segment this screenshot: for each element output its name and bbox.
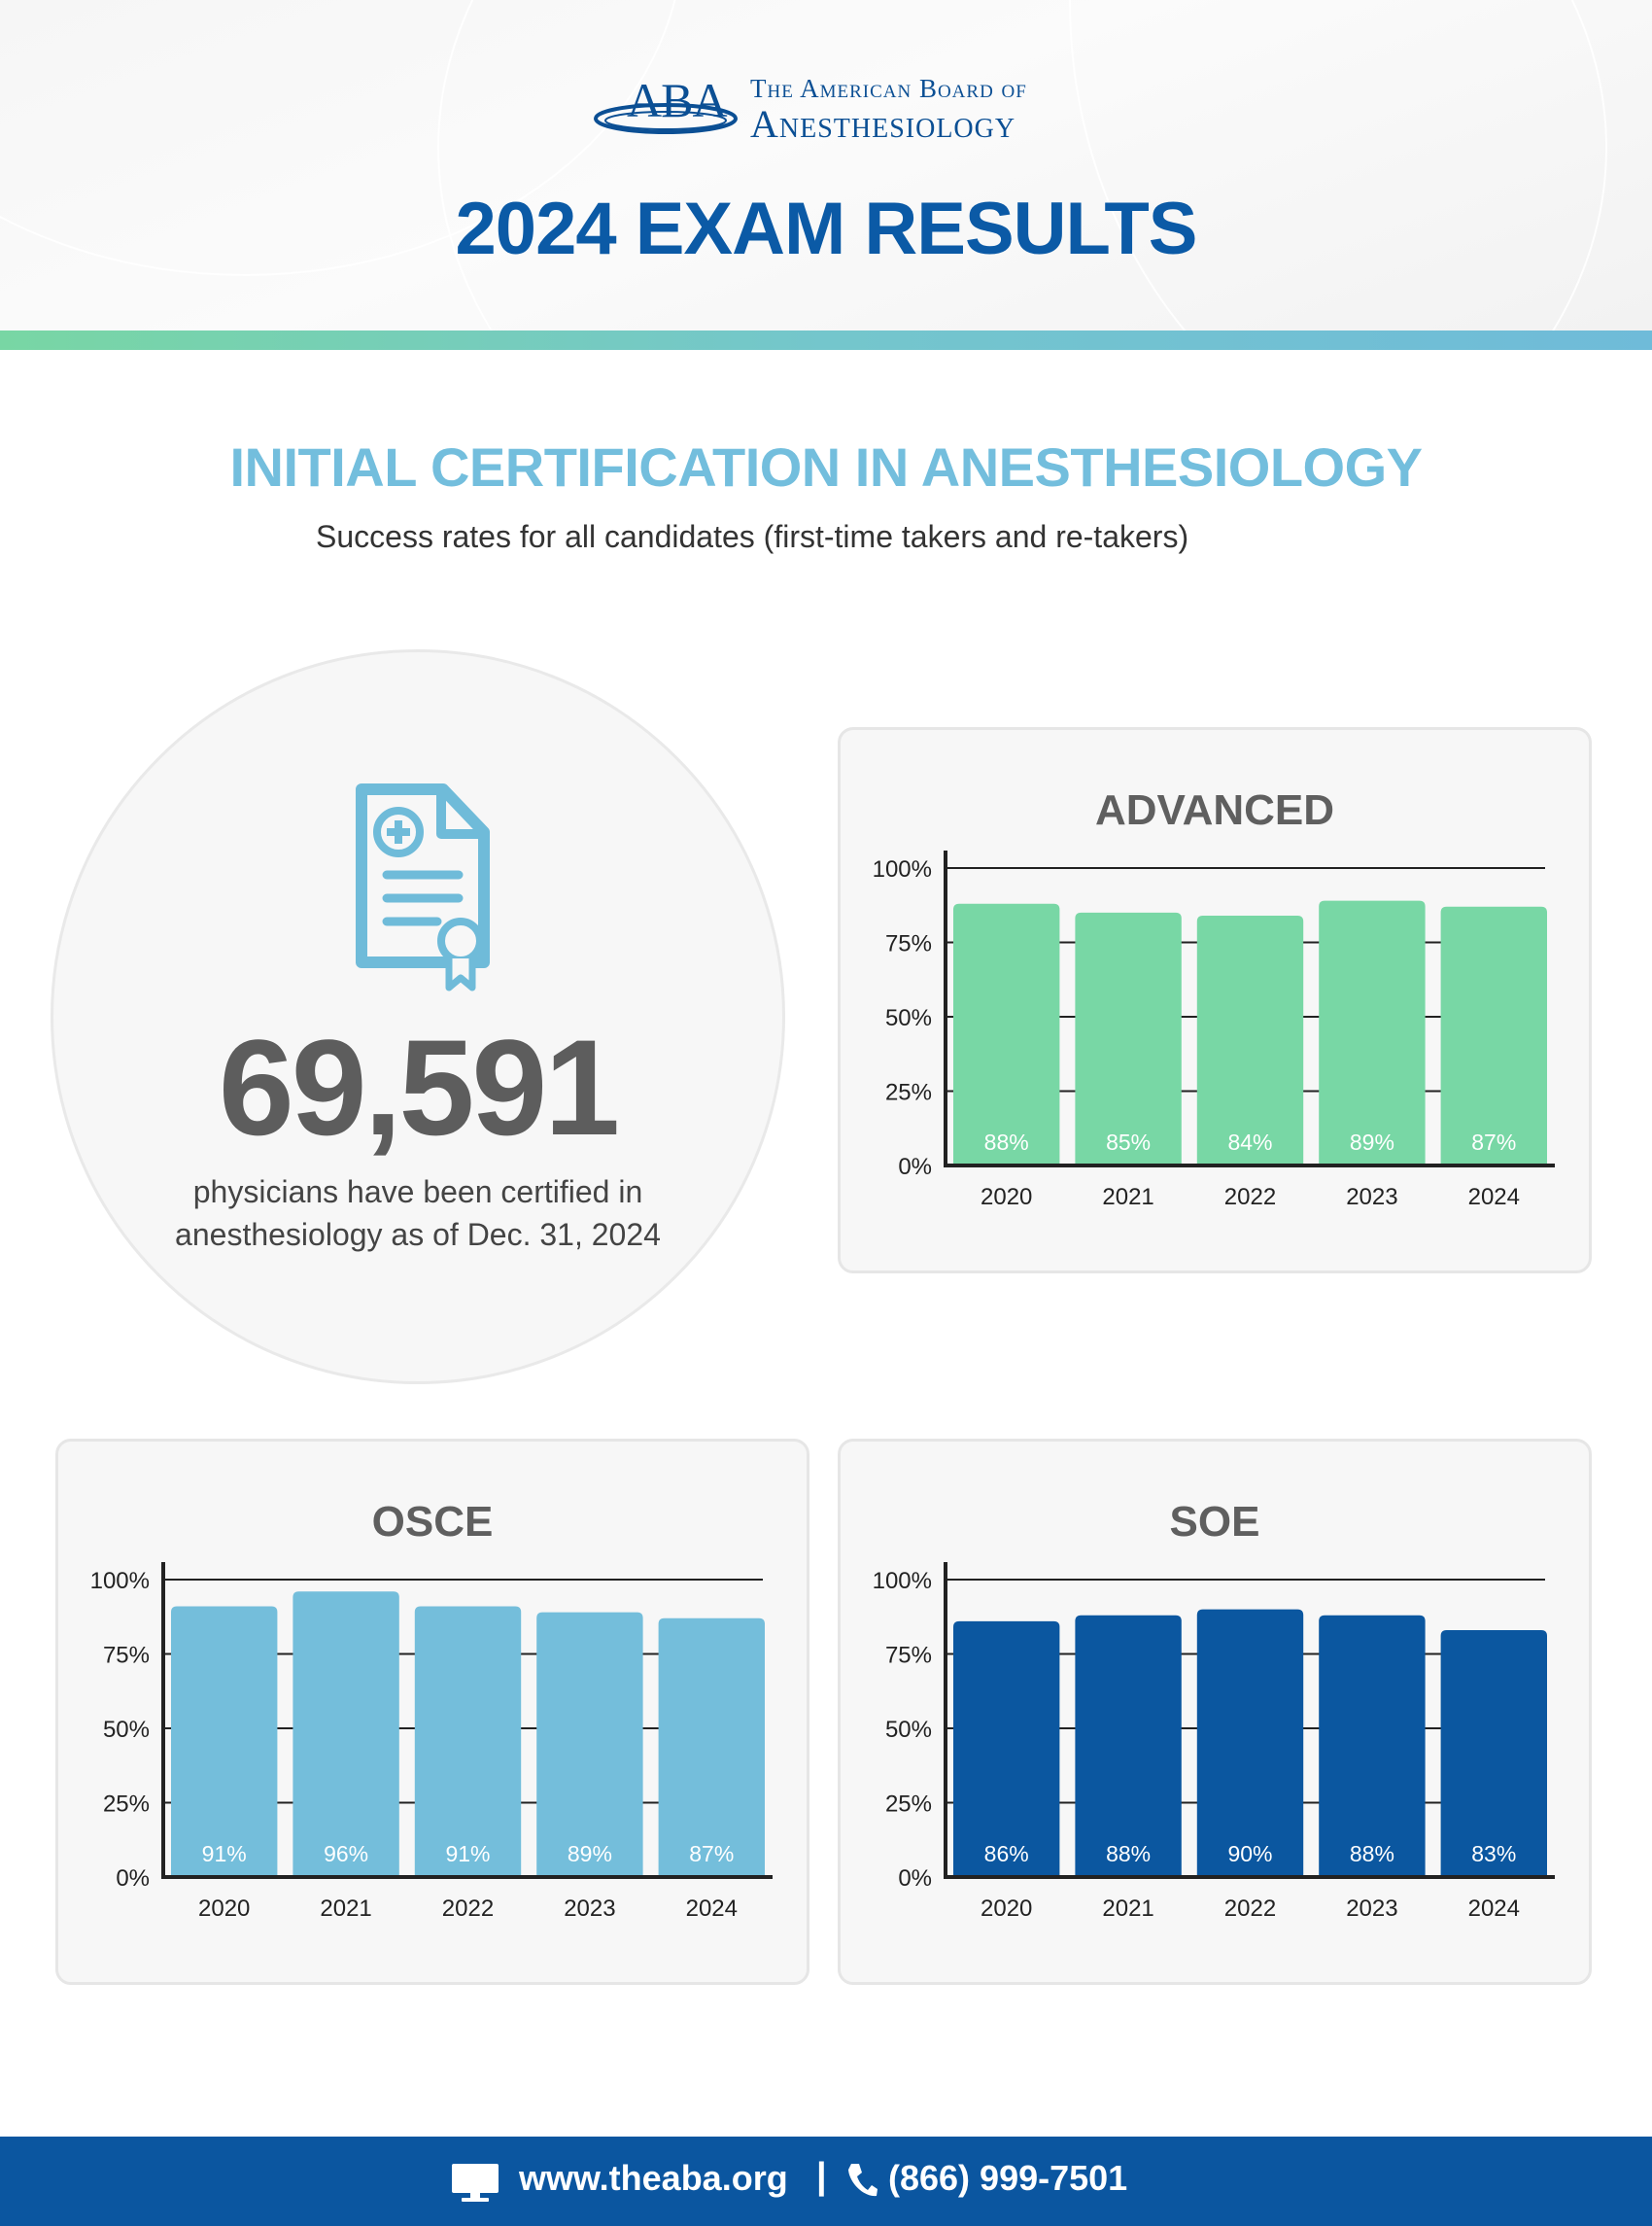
soe-bar-2023 xyxy=(1319,1616,1425,1877)
osce-y-tick-label: 75% xyxy=(102,1642,150,1669)
soe-y-tick-label: 75% xyxy=(884,1642,932,1669)
advanced-chart xyxy=(841,730,1595,1276)
osce-x-tick-label: 2024 xyxy=(685,1896,738,1922)
soe-chart-title: SOE xyxy=(1169,1498,1260,1546)
osce-chart-title: OSCE xyxy=(371,1498,494,1546)
advanced-bar-label: 89% xyxy=(1349,1130,1394,1155)
advanced-chart-panel xyxy=(838,727,1592,1273)
header-banner xyxy=(0,0,1652,330)
soe-chart-panel xyxy=(838,1439,1592,1985)
divider-bar xyxy=(0,330,1652,350)
osce-bar-2024 xyxy=(659,1618,765,1877)
stat-caption xyxy=(51,1170,785,1256)
osce-bar-label: 96% xyxy=(324,1841,369,1866)
soe-x-tick-label: 2024 xyxy=(1467,1896,1520,1922)
section-title: INITIAL CERTIFICATION IN ANESTHESIOLOGY xyxy=(229,436,1423,498)
osce-bar-label: 91% xyxy=(201,1841,247,1866)
section-subtitle: Success rates for all candidates (first-time takers and re-takers) xyxy=(316,519,1189,554)
advanced-bar-2023 xyxy=(1319,901,1425,1165)
page-title: 2024 EXAM RESULTS xyxy=(455,188,1197,270)
osce-y-tick-label: 0% xyxy=(116,1865,150,1892)
soe-chart xyxy=(841,1442,1595,1988)
advanced-y-tick-label: 50% xyxy=(884,1005,932,1031)
osce-chart-panel xyxy=(55,1439,809,1985)
soe-bar-label: 88% xyxy=(1106,1841,1152,1866)
footer-separator: | xyxy=(816,2156,827,2197)
advanced-bar-2024 xyxy=(1441,907,1547,1165)
soe-bar-2022 xyxy=(1197,1610,1303,1877)
aba-logo xyxy=(593,68,1118,146)
osce-bar-label: 89% xyxy=(567,1841,612,1866)
certificate-icon xyxy=(344,778,499,991)
soe-bar-label: 90% xyxy=(1227,1841,1273,1866)
advanced-bar-2022 xyxy=(1197,916,1303,1165)
osce-x-tick-label: 2023 xyxy=(564,1896,616,1922)
logo-line-1: The American Board of xyxy=(750,74,1027,103)
soe-y-tick-label: 50% xyxy=(884,1717,932,1743)
osce-x-tick-label: 2021 xyxy=(320,1896,372,1922)
soe-y-tick-label: 0% xyxy=(898,1865,932,1892)
osce-x-tick-label: 2022 xyxy=(441,1896,495,1922)
advanced-x-tick-label: 2020 xyxy=(981,1184,1033,1210)
advanced-bar-label: 85% xyxy=(1106,1130,1152,1155)
stat-caption-line-2: anesthesiology as of Dec. 31, 2024 xyxy=(175,1217,661,1252)
stat-caption-line-1: physicians have been certified in xyxy=(192,1174,643,1209)
advanced-bar-2020 xyxy=(953,904,1059,1165)
osce-y-tick-label: 50% xyxy=(102,1717,150,1743)
advanced-x-tick-label: 2021 xyxy=(1102,1184,1154,1210)
osce-bar-label: 87% xyxy=(689,1841,735,1866)
advanced-x-tick-label: 2022 xyxy=(1223,1184,1277,1210)
advanced-y-tick-label: 100% xyxy=(872,856,932,883)
soe-x-tick-label: 2020 xyxy=(981,1896,1033,1922)
advanced-bar-label: 88% xyxy=(983,1130,1029,1155)
advanced-bar-label: 84% xyxy=(1227,1130,1273,1155)
osce-bar-2021 xyxy=(293,1591,398,1877)
website-link[interactable]: www.theaba.org xyxy=(519,2158,788,2198)
osce-bar-2022 xyxy=(415,1607,521,1877)
advanced-x-tick-label: 2024 xyxy=(1467,1184,1520,1210)
logo-abbreviation: ABA xyxy=(627,73,727,127)
osce-y-tick-label: 100% xyxy=(89,1568,150,1594)
osce-chart xyxy=(58,1442,812,1988)
osce-bar-2020 xyxy=(171,1607,277,1877)
advanced-x-tick-label: 2023 xyxy=(1346,1184,1398,1210)
soe-bar-label: 86% xyxy=(983,1841,1029,1866)
soe-bar-label: 88% xyxy=(1349,1841,1394,1866)
advanced-y-tick-label: 0% xyxy=(898,1154,932,1180)
soe-x-tick-label: 2023 xyxy=(1346,1896,1398,1922)
osce-y-tick-label: 25% xyxy=(102,1791,150,1818)
soe-y-tick-label: 25% xyxy=(884,1791,932,1818)
advanced-y-tick-label: 25% xyxy=(884,1079,932,1106)
advanced-bar-label: 87% xyxy=(1471,1130,1517,1155)
soe-x-tick-label: 2022 xyxy=(1223,1896,1277,1922)
phone-number[interactable]: (866) 999-7501 xyxy=(888,2158,1128,2198)
certified-count: 69,591 xyxy=(218,1011,618,1164)
logo-line-2: Anesthesiology xyxy=(750,102,1016,146)
advanced-chart-title: ADVANCED xyxy=(1094,786,1335,834)
osce-bar-2023 xyxy=(536,1613,642,1877)
osce-bar-label: 91% xyxy=(445,1841,491,1866)
soe-bar-2021 xyxy=(1075,1616,1181,1877)
monitor-icon xyxy=(450,2162,500,2203)
advanced-bar-2021 xyxy=(1075,913,1181,1165)
soe-bar-2024 xyxy=(1441,1630,1547,1877)
soe-y-tick-label: 100% xyxy=(872,1568,932,1594)
advanced-y-tick-label: 75% xyxy=(884,930,932,957)
soe-bar-2020 xyxy=(953,1621,1059,1877)
soe-x-tick-label: 2021 xyxy=(1102,1896,1154,1922)
footer-bar xyxy=(0,2137,1652,2226)
phone-icon xyxy=(845,2162,878,2199)
osce-x-tick-label: 2020 xyxy=(198,1896,251,1922)
soe-bar-label: 83% xyxy=(1471,1841,1517,1866)
